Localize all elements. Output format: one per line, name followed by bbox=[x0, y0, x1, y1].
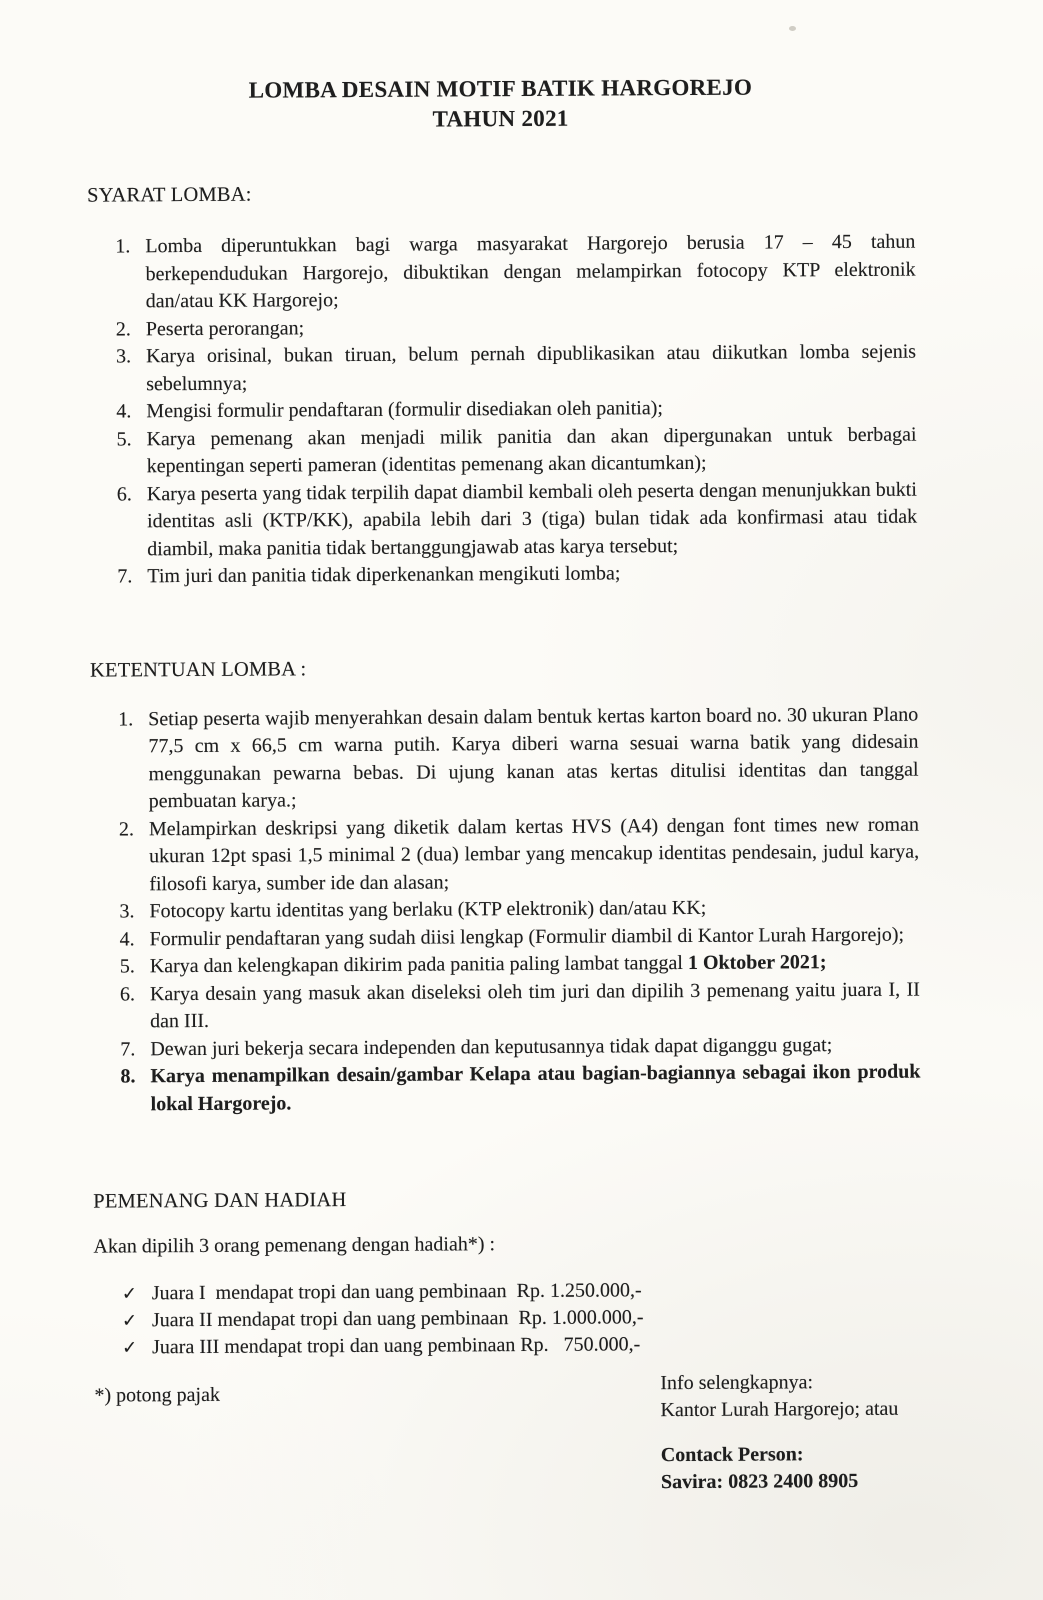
item-text: Fotocopy kartu identitas yang berlaku (KTP elektronik) dan/atau KK; bbox=[149, 896, 707, 923]
ketentuan-item bbox=[92, 1059, 920, 1119]
contact-block bbox=[661, 1441, 923, 1497]
ketentuan-item bbox=[92, 976, 920, 1036]
page-title-line2: TAHUN 2021 bbox=[432, 105, 569, 132]
ketentuan-list bbox=[90, 701, 921, 1119]
info-line2: Kantor Lurah Hargorejo; atau bbox=[660, 1397, 899, 1422]
tax-footnote: *) potong pajak bbox=[94, 1383, 220, 1407]
item-text: Formulir pendaftaran yang sudah diisi lengkap (Formulir diambil di Kantor Lurah Hargorejo); bbox=[149, 923, 905, 950]
syarat-list bbox=[87, 229, 917, 592]
item-number: 1. bbox=[118, 707, 134, 730]
item-number: 4. bbox=[116, 400, 132, 423]
item-text: Lomba diperuntukkan bagi warga masyarakat Hargorejo berusia 17 – 45 tahun berkependudukan Hargorejo, dibuktikan dengan melampirkan fotocopy KTP elektronik dan/atau KK Hargorejo; bbox=[145, 230, 916, 313]
item-number: 3. bbox=[119, 900, 135, 923]
item-number: 6. bbox=[119, 982, 136, 1005]
item-text: Dewan juri bekerja secara independen dan keputusannya tidak dapat diganggu gugat; bbox=[150, 1033, 833, 1060]
item-text: Karya desain yang masuk akan diseleksi oleh tim juri dan dipilih 3 pemenang yaitu juara I, II dan III. bbox=[149, 978, 921, 1033]
item-number: 5. bbox=[116, 427, 132, 450]
prize-text: Juara I mendapat tropi dan uang pembinaan Rp. 1.250.000,- bbox=[151, 1279, 642, 1305]
contact-phone: Savira: 0823 2400 8905 bbox=[660, 1469, 859, 1494]
prize-text: Juara III mendapat tropi dan uang pembinaan Rp. 750.000,- bbox=[152, 1333, 641, 1359]
item-text: Tim juri dan panitia tidak diperkenankan mengikuti lomba; bbox=[147, 562, 621, 588]
item-text: Peserta perorangan; bbox=[145, 316, 305, 340]
syarat-heading: SYARAT LOMBA: bbox=[87, 183, 252, 207]
prize-list bbox=[94, 1276, 922, 1362]
prize-text: Juara II mendapat tropi dan uang pembinaan Rp. 1.000.000,- bbox=[151, 1306, 644, 1332]
pemenang-intro: Akan dipilih 3 orang pemenang dengan hadiah*) : bbox=[93, 1233, 496, 1258]
item-number: 2. bbox=[118, 817, 135, 840]
syarat-item bbox=[87, 229, 915, 317]
contact-heading: Contack Person: bbox=[660, 1443, 804, 1467]
item-text-regular: Karya dan kelengkapan dikirim pada panitia paling lambat tanggal bbox=[149, 951, 688, 978]
pemenang-heading: PEMENANG DAN HADIAH bbox=[93, 1189, 347, 1213]
prize-item bbox=[94, 1330, 922, 1362]
item-text: Melampirkan deskripsi yang diketik dalam kertas HVS (A4) dengan font times new roman ukuran 12pt spasi 1,5 minimal 2 (dua) lembar yang mencakup identitas pendesain, judul karya, filosofi karya, sumber ide dan alasan; bbox=[148, 813, 920, 895]
item-text: Setiap peserta wajib menyerahkan desain dalam bentuk kertas karton board no. 30 ukuran Plano 77,5 cm x 66,5 cm warna putih. Karya diberi warna sesuai warna batik yang didesain menggunakan pewarna bebas. Di ujung kanan atas kertas ditulisi identitas dan tanggal pembuatan karya.; bbox=[148, 703, 919, 813]
info-block bbox=[660, 1369, 923, 1497]
item-number: 3. bbox=[115, 345, 132, 368]
ketentuan-heading: KETENTUAN LOMBA : bbox=[89, 657, 307, 682]
item-number: 1. bbox=[115, 235, 131, 258]
page-title bbox=[86, 72, 914, 137]
check-icon: ✓ bbox=[121, 1283, 137, 1305]
check-icon: ✓ bbox=[122, 1337, 138, 1359]
item-text: Karya pemenang akan menjadi milik panitia dan akan dipergunakan untuk berbagai kepentingan seperti pameran (identitas pemenang akan dicantumkan); bbox=[146, 423, 917, 478]
item-text: Karya peserta yang tidak terpilih dapat diambil kembali oleh peserta dengan menunjukkan bukti identitas asli (KTP/KK), apabila lebih dari 3 (tiga) bulan tidak ada konfirmasi atau tidak diambil, maka panitia tidak bertanggungjawab atas karya tersebut; bbox=[146, 478, 918, 560]
syarat-item bbox=[88, 421, 916, 481]
check-icon: ✓ bbox=[121, 1310, 138, 1332]
item-text: Karya orisinal, bukan tiruan, belum pernah dipublikasikan atau diikutkan lomba sejenis sebelumnya; bbox=[145, 340, 917, 395]
item-number: 5. bbox=[119, 955, 135, 978]
item-text: Karya menampilkan desain/gambar Kelapa atau bagian-bagiannya sebagai ikon produk lokal Hargorejo. bbox=[150, 1060, 921, 1115]
item-number: 4. bbox=[119, 927, 135, 950]
syarat-item bbox=[89, 476, 917, 564]
item-text-bold-deadline: 1 Oktober 2021; bbox=[687, 951, 827, 974]
item-number: 2. bbox=[115, 317, 131, 340]
item-number: 7. bbox=[117, 565, 133, 588]
info-line1: Info selengkapnya: bbox=[660, 1371, 814, 1395]
ketentuan-item bbox=[91, 811, 919, 899]
item-number: 6. bbox=[116, 482, 132, 505]
syarat-item bbox=[88, 339, 916, 399]
ketentuan-item bbox=[90, 701, 919, 816]
bottom-section bbox=[94, 1369, 923, 1500]
item-text: Mengisi formulir pendaftaran (formulir disediakan oleh panitia); bbox=[146, 397, 663, 423]
page-title-line1: LOMBA DESAIN MOTIF BATIK HARGOREJO bbox=[248, 74, 753, 103]
syarat-item bbox=[89, 559, 917, 592]
item-number: 7. bbox=[120, 1037, 136, 1060]
item-number: 8. bbox=[120, 1065, 136, 1088]
